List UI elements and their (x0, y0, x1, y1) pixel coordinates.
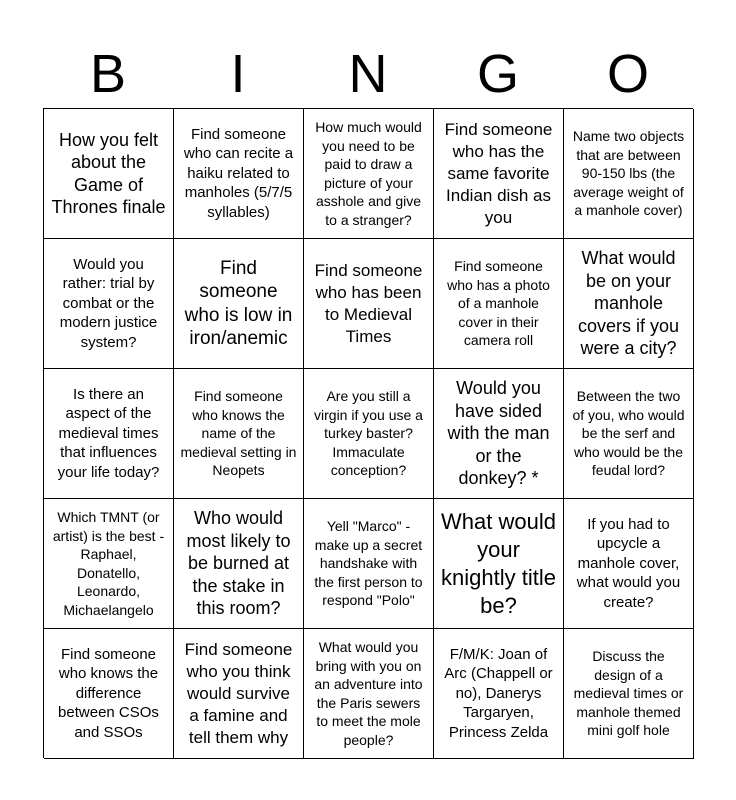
cell-text: Would you rather: trial by combat or the modern justice system? (59, 255, 158, 351)
cell-text: Find someone who you think would survive a famine and tell them why (184, 639, 293, 747)
bingo-cell (304, 239, 434, 369)
cell-text: Find someone who has a photo of a manhole cover in their camera roll (447, 258, 550, 349)
bingo-cell (564, 499, 694, 629)
bingo-cell (44, 499, 174, 629)
cell-text: Between the two of you, who would be the serf and who would be the feudal lord? (572, 388, 685, 479)
bingo-cell (44, 239, 174, 369)
cell-text: Find someone who knows the name of the medieval setting in Neopets (180, 388, 297, 479)
bingo-cell (434, 239, 564, 369)
bingo-cell (434, 499, 564, 629)
cell-text: If you had to upcycle a manhole cover, what would you create? (576, 515, 681, 611)
bingo-cell (564, 109, 694, 239)
cell-text: Would you have sided with the man or the donkey? * (447, 378, 550, 489)
cell-text: Find someone who is low in iron/anemic (184, 257, 293, 349)
bingo-header (43, 40, 693, 108)
cell-text: Find someone who can recite a haiku related to manholes (5/7/5 syllables) (183, 125, 294, 221)
bingo-cell (174, 109, 304, 239)
header-letter-n: N (348, 44, 388, 104)
bingo-cell (304, 369, 434, 499)
bingo-cell (434, 629, 564, 759)
cell-text: Find someone who has the same favorite Indian dish as you (444, 119, 553, 227)
cell-text: Name two objects that are between 90-150 lbs (the average weight of a manhole cover) (572, 128, 685, 219)
bingo-cell (304, 629, 434, 759)
bingo-grid (43, 108, 693, 758)
cell-text: Find someone who has been to Medieval Times (314, 260, 423, 346)
cell-text: Which TMNT (or artist) is the best - Raphael, Donatello, Leonardo, Michaelangelo (52, 509, 165, 618)
cell-text: What would be on your manhole covers if you were a city? (577, 248, 680, 359)
cell-text: Is there an aspect of the medieval times that influences your life today? (57, 385, 160, 481)
cell-text: F/M/K: Joan of Arc (Chappell or no), Danerys Targaryen, Princess Zelda (444, 645, 553, 741)
bingo-cell (44, 629, 174, 759)
header-letter-i: I (230, 44, 246, 104)
bingo-cell (564, 629, 694, 759)
bingo-cell (304, 499, 434, 629)
cell-text: What would your knightly title be? (441, 508, 556, 618)
bingo-cell (434, 109, 564, 239)
bingo-cell (564, 369, 694, 499)
bingo-cell (564, 239, 694, 369)
header-letter-o: O (606, 44, 649, 104)
cell-text: What would you bring with you on an adventure into the Paris sewers to meet the mole people? (314, 639, 423, 748)
header-letter-g: G (476, 44, 519, 104)
bingo-cell (304, 109, 434, 239)
header-letter-b: B (89, 44, 127, 104)
cell-text: How much would you need to be paid to draw a picture of your asshole and give to a stranger? (315, 119, 422, 228)
bingo-cell (174, 499, 304, 629)
bingo-cell (434, 369, 564, 499)
cell-text: Find someone who knows the difference between CSOs and SSOs (58, 645, 159, 741)
bingo-cell (44, 369, 174, 499)
bingo-cell (174, 239, 304, 369)
cell-text: Discuss the design of a medieval times or manhole themed mini golf hole (573, 648, 684, 739)
cell-text: Are you still a virgin if you use a turkey baster? Immaculate conception? (314, 388, 423, 479)
bingo-cell (174, 629, 304, 759)
bingo-cell (44, 109, 174, 239)
cell-text: Yell "Marco" - make up a secret handshake with the first person to respond "Polo" (314, 518, 423, 609)
cell-text: How you felt about the Game of Thrones finale (51, 129, 166, 217)
bingo-cell (174, 369, 304, 499)
cell-text: Who would most likely to be burned at the stake in this room? (186, 508, 291, 619)
